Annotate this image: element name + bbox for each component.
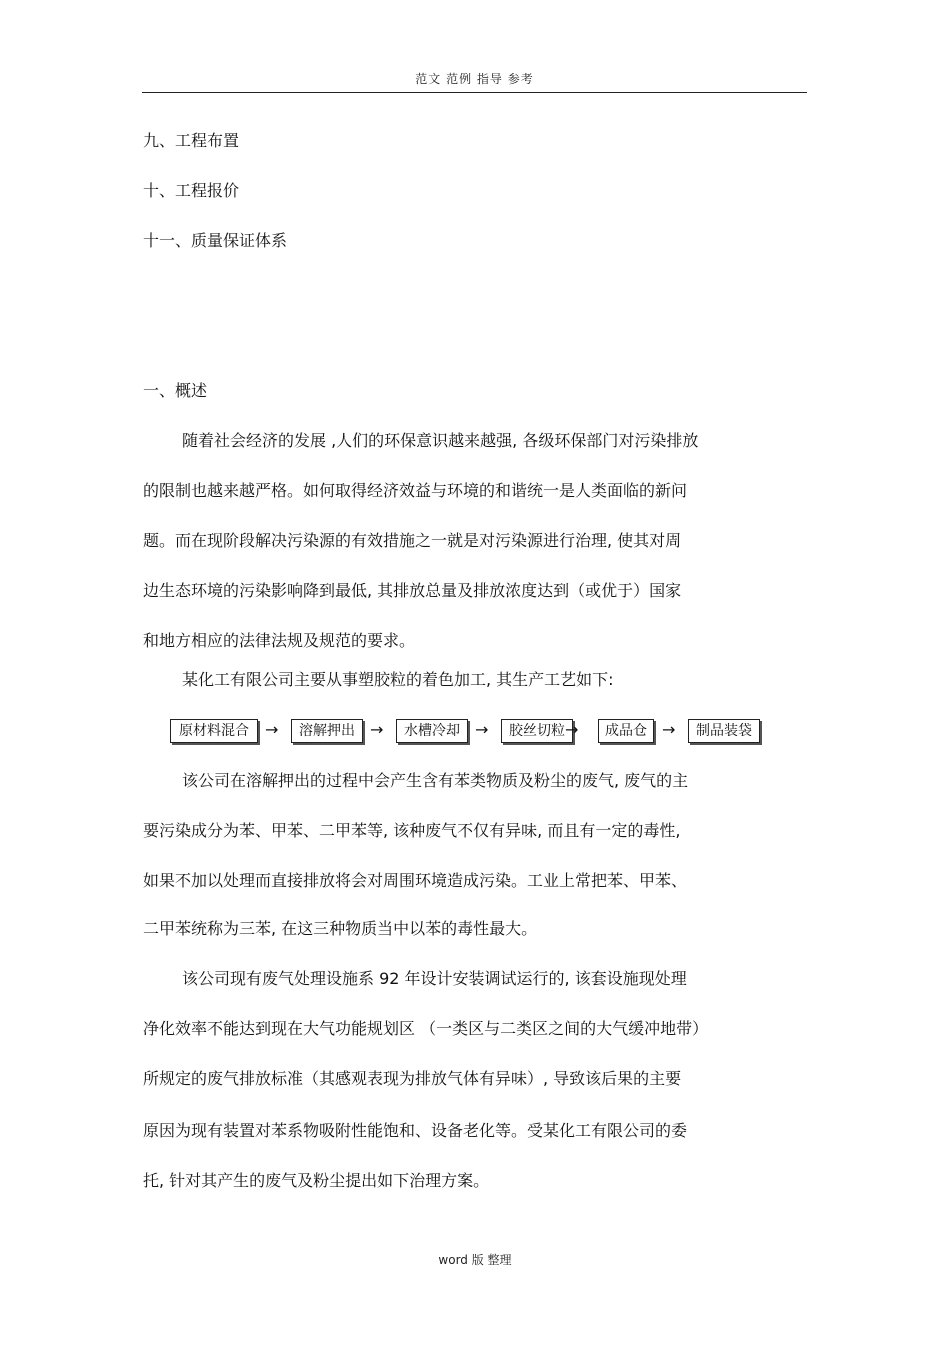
flow-arrow: → xyxy=(265,720,279,739)
flow-arrow: → xyxy=(475,720,489,739)
flow-step-extrusion: 溶解押出 xyxy=(291,719,363,743)
toc-item-10: 十、工程报价 xyxy=(143,181,240,200)
paragraph-line: 的限制也越来越严格。如何取得经济效益与环境的和谐统一是人类面临的新问 xyxy=(143,481,688,500)
page-header xyxy=(142,62,807,93)
paragraph-line: 随着社会经济的发展 ,人们的环保意识越来越强, 各级环保部门对污染排放 xyxy=(182,431,699,450)
paragraph-line: 如果不加以处理而直接排放将会对周围环境造成污染。工业上常把苯、甲苯、 xyxy=(143,871,688,890)
paragraph-line: 所规定的废气排放标准（其感观表现为排放气体有异味）, 导致该后果的主要 xyxy=(143,1069,682,1088)
flow-step-pelletizing: 胶丝切粒 xyxy=(501,719,573,743)
flow-step-raw-mixing: 原材料混合 xyxy=(170,719,258,743)
paragraph-line: 要污染成分为苯、甲苯、二甲苯等, 该种废气不仅有异味, 而且有一定的毒性, xyxy=(143,821,681,840)
section-title: 一、概述 xyxy=(143,381,208,400)
flow-arrow: → xyxy=(662,720,676,739)
flow-arrow: → xyxy=(565,720,579,739)
toc-item-11: 十一、质量保证体系 xyxy=(143,231,288,250)
paragraph-line: 和地方相应的法律法规及规范的要求。 xyxy=(143,631,416,650)
paragraph-line: 边生态环境的污染影响降到最低, 其排放总量及排放浓度达到（或优于）国家 xyxy=(143,581,682,600)
toc-item-9: 九、工程布置 xyxy=(143,131,240,150)
paragraph-line: 二甲苯统称为三苯, 在这三种物质当中以苯的毒性最大。 xyxy=(143,919,538,938)
paragraph-line: 题。而在现阶段解决污染源的有效措施之一就是对污染源进行治理, 使其对周 xyxy=(143,531,682,550)
paragraph-line: 净化效率不能达到现在大气功能规划区 （一类区与二类区之间的大气缓冲地带） xyxy=(143,1019,709,1038)
process-intro: 某化工有限公司主要从事塑胶粒的着色加工, 其生产工艺如下: xyxy=(182,670,614,689)
paragraph-line: 原因为现有装置对苯系物吸附性能饱和、设备老化等。受某化工有限公司的委 xyxy=(143,1121,688,1140)
flow-step-product-storage: 成品仓 xyxy=(598,719,654,743)
paragraph-line: 托, 针对其产生的废气及粉尘提出如下治理方案。 xyxy=(143,1171,490,1190)
page-footer: word 版 整理 xyxy=(438,1253,512,1267)
header-text: 范文 范例 指导 参考 xyxy=(415,72,534,86)
flow-step-water-cooling: 水槽冷却 xyxy=(396,719,468,743)
paragraph-line: 该公司现有废气处理设施系 92 年设计安装调试运行的, 该套设施现处理 xyxy=(182,969,687,988)
flow-arrow: → xyxy=(370,720,384,739)
paragraph-line: 该公司在溶解押出的过程中会产生含有苯类物质及粉尘的废气, 废气的主 xyxy=(182,771,689,790)
flow-step-bagging: 制品装袋 xyxy=(688,719,760,743)
